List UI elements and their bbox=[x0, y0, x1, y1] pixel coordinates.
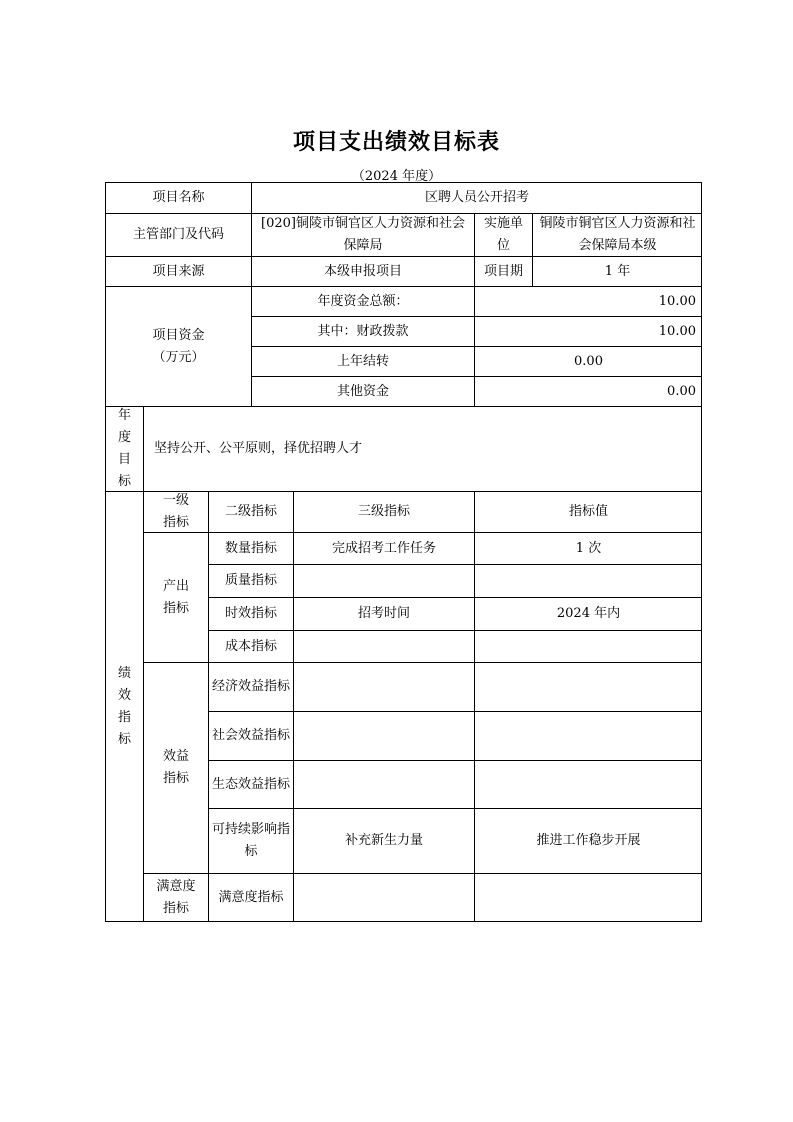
benefit-row-value: 推进工作稳步开展 bbox=[474, 808, 702, 873]
department-value: [020]铜陵市铜官区人力资源和社会保障局 bbox=[251, 213, 474, 256]
funds-label: 项目资金（万元） bbox=[105, 286, 251, 406]
funds-carryover-value: 0.00 bbox=[474, 346, 702, 376]
department-label: 主管部门及代码 bbox=[105, 213, 251, 256]
benefit-row-value bbox=[474, 760, 702, 808]
funds-other-value: 0.00 bbox=[474, 376, 702, 406]
funds-total-value: 10.00 bbox=[474, 286, 702, 316]
output-row-level3 bbox=[293, 630, 474, 662]
output-row-value: 2024 年内 bbox=[474, 597, 702, 630]
header-level2: 二级指标 bbox=[208, 491, 293, 532]
satisfaction-indicators-label: 满意度指标 bbox=[143, 873, 208, 922]
page-title: 项目支出绩效目标表 bbox=[292, 129, 500, 155]
header-value: 指标值 bbox=[474, 491, 702, 532]
fiscal-year: （2024 年度） bbox=[351, 169, 442, 184]
output-indicators-label: 产出指标 bbox=[143, 532, 208, 662]
source-label: 项目来源 bbox=[105, 256, 251, 286]
impl-unit-label: 实施单位 bbox=[474, 213, 532, 256]
header-level1: 一级指标 bbox=[143, 491, 208, 532]
output-row-level2: 成本指标 bbox=[208, 630, 293, 662]
funds-total-label: 年度资金总额： bbox=[251, 286, 474, 316]
period-value: 1 年 bbox=[532, 256, 702, 286]
output-row-level3 bbox=[293, 564, 474, 597]
output-row-value: 1 次 bbox=[474, 532, 702, 564]
project-name-label: 项目名称 bbox=[105, 182, 251, 213]
output-row-level2: 质量指标 bbox=[208, 564, 293, 597]
benefit-row-level3 bbox=[293, 662, 474, 711]
output-row-level2: 时效指标 bbox=[208, 597, 293, 630]
benefit-row-level2: 生态效益指标 bbox=[208, 760, 293, 808]
output-row-level3: 招考时间 bbox=[293, 597, 474, 630]
satisfaction-row-level2: 满意度指标 bbox=[208, 873, 293, 922]
output-row-value bbox=[474, 630, 702, 662]
funds-fiscal-label: 其中：财政拨款 bbox=[251, 316, 474, 346]
benefit-row-value bbox=[474, 662, 702, 711]
benefit-row-level2: 社会效益指标 bbox=[208, 711, 293, 760]
benefit-indicators-label: 效益指标 bbox=[143, 662, 208, 873]
satisfaction-row-level3 bbox=[293, 873, 474, 922]
header-level3: 三级指标 bbox=[293, 491, 474, 532]
satisfaction-row-value bbox=[474, 873, 702, 922]
table-border-bottom bbox=[105, 921, 702, 922]
benefit-row-level2: 经济效益指标 bbox=[208, 662, 293, 711]
output-row-level2: 数量指标 bbox=[208, 532, 293, 564]
annual-goal-label: 年度目标 bbox=[105, 406, 143, 491]
source-value: 本级申报项目 bbox=[251, 256, 474, 286]
benefit-row-value bbox=[474, 711, 702, 760]
funds-fiscal-value: 10.00 bbox=[474, 316, 702, 346]
project-name-value: 区聘人员公开招考 bbox=[251, 182, 702, 213]
annual-goal-value: 坚持公开、公平原则，择优招聘人才 bbox=[143, 406, 702, 491]
funds-carryover-label: 上年结转 bbox=[251, 346, 474, 376]
benefit-row-level3 bbox=[293, 711, 474, 760]
table-border-right bbox=[701, 182, 702, 922]
performance-label: 绩效指标 bbox=[105, 491, 143, 922]
impl-unit-value: 铜陵市铜官区人力资源和社会保障局本级 bbox=[532, 213, 702, 256]
benefit-row-level2: 可持续影响指标 bbox=[208, 808, 293, 873]
funds-other-label: 其他资金 bbox=[251, 376, 474, 406]
output-row-level3: 完成招考工作任务 bbox=[293, 532, 474, 564]
benefit-row-level3: 补充新生力量 bbox=[293, 808, 474, 873]
output-row-value bbox=[474, 564, 702, 597]
benefit-row-level3 bbox=[293, 760, 474, 808]
period-label: 项目期 bbox=[474, 256, 532, 286]
